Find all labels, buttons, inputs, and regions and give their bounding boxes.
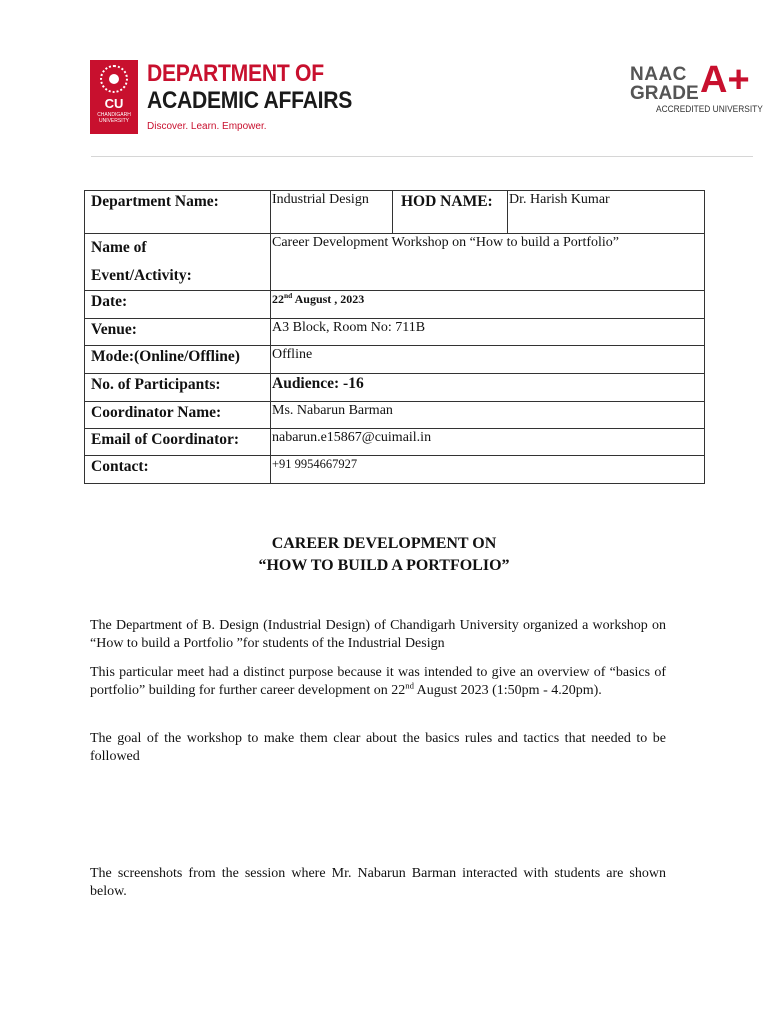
email-value[interactable]: nabarun.e15867@cuimail.in [271,429,705,456]
report-title-line1: CAREER DEVELOPMENT ON [271,535,497,552]
header-divider [91,156,753,157]
hod-value: Dr. Harish Kumar [508,191,705,234]
table-row [85,456,705,484]
department-value: Industrial Design [271,191,393,234]
cu-emblem-core-icon [109,74,119,84]
coordinator-value: Ms. Nabarun Barman [271,402,705,429]
grade-value: A+ [700,59,750,101]
mode-value: Offline [271,346,705,374]
dept-tagline: Discover. Learn. Empower. [147,121,267,132]
table-row [85,402,705,429]
table-row [85,191,705,234]
grade-text: GRADE [630,83,699,104]
accredited-text: ACCREDITED UNIVERSITY [656,104,763,115]
participants-value: Audience: -16 [271,374,705,402]
contact-value: +91 9954667927 [271,456,705,484]
table-row [85,346,705,374]
venue-value: A3 Block, Room No: 711B [271,319,705,346]
coordinator-label: Coordinator Name: [85,402,271,429]
date-suffix: nd [284,291,293,300]
naac-text: NAAC [630,64,687,85]
participants-label: No. of Participants: [85,374,271,402]
table-row [85,319,705,346]
para-purpose-part2: August 2023 (1:50pm - 4.20pm). [413,683,602,698]
dept-title-line2: ACADEMIC AFFAIRS [147,87,353,114]
event-info-table [84,190,705,484]
paragraph-goal: The goal of the workshop to make them clear about the basics rules and tactics that needed to be followed [90,731,666,764]
date-rest: August , 2023 [292,292,365,306]
event-label-line2: Event/Activity: [91,267,192,284]
date-value [271,291,705,319]
dept-title-line1: DEPARTMENT OF [147,60,324,87]
event-label-line1: Name of [91,239,147,256]
para-purpose-part1: This particular meet had a distinct purpose because it was intended to give an overview of “basics of portfolio” building for further career development on 22 [90,665,666,698]
table-row [85,234,705,291]
event-value: Career Development Workshop on “How to build a Portfolio” [271,234,705,291]
table-row [85,374,705,402]
naac-logo [628,59,763,118]
cu-logo-letters: CU [104,96,124,111]
paragraph-screenshots: The screenshots from the session where Mr. Nabarun Barman interacted with students are shown below. [90,866,666,899]
venue-label: Venue: [85,319,271,346]
date-label: Date: [85,291,271,319]
contact-label: Contact: [85,456,271,484]
table-row [85,291,705,319]
cu-logo-subtext: CHANDIGARH UNIVERSITY [97,112,131,124]
table-row [85,429,705,456]
para-purpose-sup: nd [405,680,414,691]
department-label: Department Name: [85,191,271,234]
mode-label: Mode:(Online/Offline) [85,346,271,374]
hod-label: HOD NAME: [393,191,508,234]
date-day: 22 [272,292,284,306]
email-label: Email of Coordinator: [85,429,271,456]
paragraph-intro: The Department of B. Design (Industrial Design) of Chandigarh University organized a workshop on “How to build a Portfolio ”for students of the Industrial Design [90,618,666,651]
paragraph-purpose [90,664,666,700]
report-title-line2: “HOW TO BUILD A PORTFOLIO” [258,557,510,574]
event-label [85,234,271,291]
cu-logo-block [90,60,138,134]
department-logo [90,59,355,135]
